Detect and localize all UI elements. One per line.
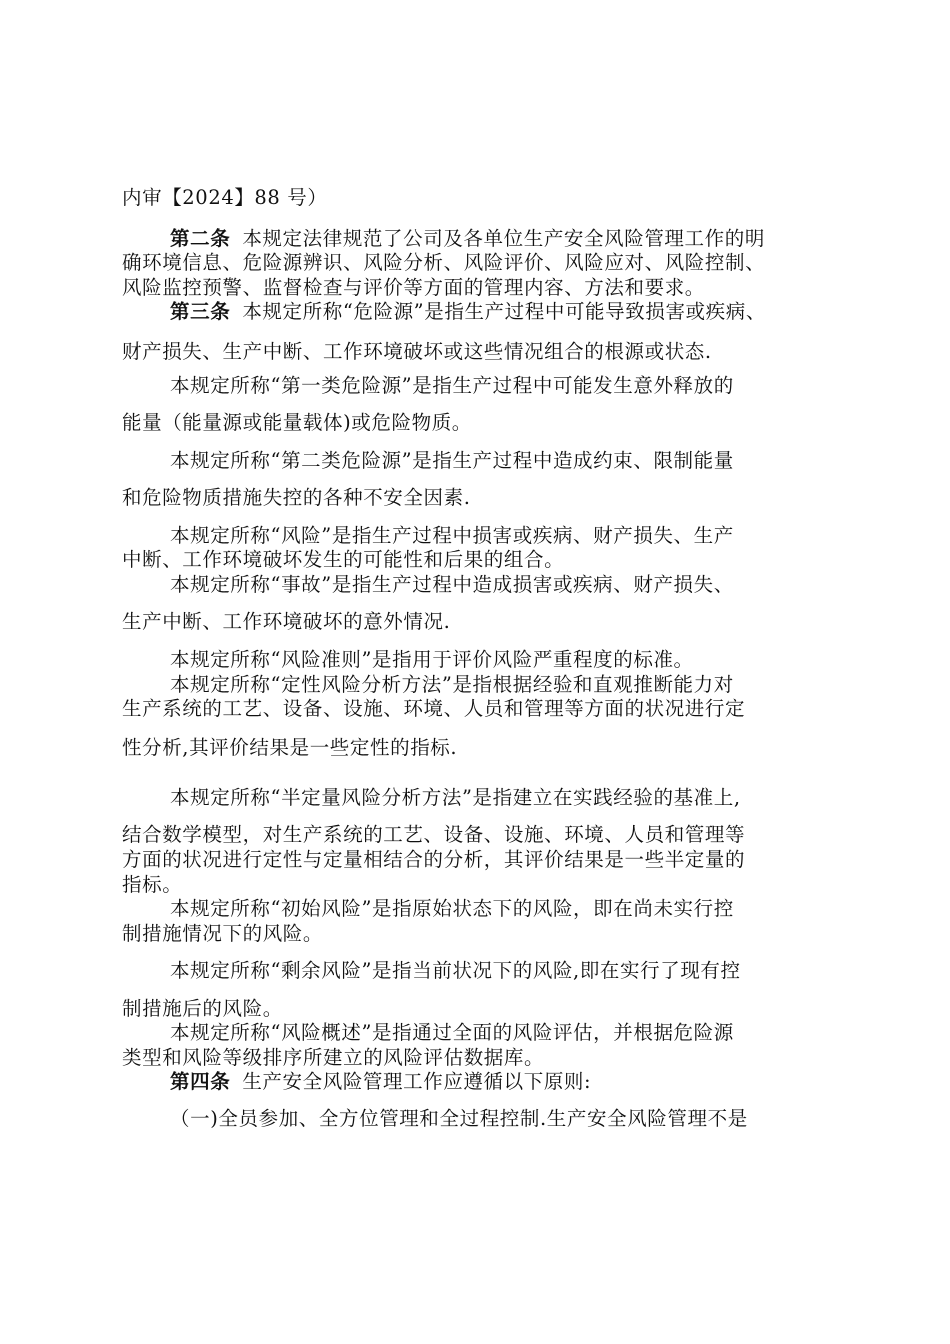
- article-3-heading: 第三条: [170, 300, 231, 323]
- article-4-item-1-line-1: （一)全员参加、全方位管理和全过程控制.生产安全风险管理不是: [170, 1107, 748, 1130]
- article-4-heading: 第四条: [170, 1070, 231, 1093]
- article-3-line-1: [170, 300, 766, 324]
- def-risk-criteria-line-1: 本规定所称“风险准则”是指用于评价风险严重程度的标准。: [170, 648, 694, 671]
- def-first-hazard-line-2: 能量（能量源或能量载体)或危险物质。: [122, 411, 472, 434]
- def-accident-line-1: 本规定所称“事故”是指生产过程中造成损害或疾病、财产损失、: [170, 573, 734, 596]
- article-3-line-2: 财产损失、生产中断、工作环境破坏或这些情况组合的根源或状态.: [122, 340, 712, 363]
- article-4-text-1: 生产安全风险管理工作应遵循以下原则:: [242, 1070, 592, 1093]
- def-qualitative-line-1: 本规定所称“定性风险分析方法”是指根据经验和直观推断能力对: [170, 673, 734, 696]
- article-2-line-2: 确环境信息、危险源辨识、风险分析、风险评价、风险应对、风险控制、: [122, 251, 766, 274]
- article-2-text-1: 本规定法律规范了公司及各单位生产安全风险管理工作的明: [242, 227, 765, 250]
- def-semi-quantitative-line-3: 方面的状况进行定性与定量相结合的分析，其评价结果是一些半定量的: [122, 848, 746, 871]
- def-risk-line-2: 中断、工作环境破坏发生的可能性和后果的组合。: [122, 548, 565, 571]
- def-semi-quantitative-line-2: 结合数学模型，对生产系统的工艺、设备、设施、环境、人员和管理等: [122, 823, 746, 846]
- def-second-hazard-line-2: 和危险物质措施失控的各种不安全因素.: [122, 486, 471, 509]
- def-qualitative-line-3: 性分析,其评价结果是一些定性的指标.: [122, 736, 458, 759]
- def-accident-line-2: 生产中断、工作环境破坏的意外情况.: [122, 610, 451, 633]
- article-2-line-1: [170, 227, 765, 251]
- article-4-line-1: [170, 1070, 591, 1094]
- header-reference: 内审【2024】88 号）: [122, 186, 328, 209]
- article-2-heading: 第二条: [170, 227, 231, 250]
- def-initial-risk-line-1: 本规定所称“初始风险”是指原始状态下的风险，即在尚未实行控: [170, 897, 734, 920]
- article-2-line-3: 风险监控预警、监督检查与评价等方面的管理内容、方法和要求。: [122, 276, 705, 299]
- def-residual-risk-line-2: 制措施后的风险。: [122, 997, 283, 1020]
- article-3-text-1: 本规定所称“危险源”是指生产过程中可能导致损害或疾病、: [242, 300, 766, 323]
- def-risk-overview-line-2: 类型和风险等级排序所建立的风险评估数据库。: [122, 1046, 545, 1069]
- def-residual-risk-line-1: 本规定所称“剩余风险”是指当前状况下的风险,即在实行了现有控: [170, 959, 741, 982]
- def-second-hazard-line-1: 本规定所称“第二类危险源”是指生产过程中造成约束、限制能量: [170, 449, 734, 472]
- def-risk-overview-line-1: 本规定所称“风险概述”是指通过全面的风险评估，并根据危险源: [170, 1021, 734, 1044]
- def-semi-quantitative-line-4: 指标。: [122, 873, 183, 896]
- def-first-hazard-line-1: 本规定所称“第一类危险源”是指生产过程中可能发生意外释放的: [170, 374, 734, 397]
- def-semi-quantitative-line-1: 本规定所称“半定量风险分析方法”是指建立在实践经验的基准上,: [170, 786, 741, 809]
- def-risk-line-1: 本规定所称“风险”是指生产过程中损害或疾病、财产损失、生产: [170, 524, 734, 547]
- def-initial-risk-line-2: 制措施情况下的风险。: [122, 922, 324, 945]
- def-qualitative-line-2: 生产系统的工艺、设备、设施、环境、人员和管理等方面的状况进行定: [122, 697, 746, 720]
